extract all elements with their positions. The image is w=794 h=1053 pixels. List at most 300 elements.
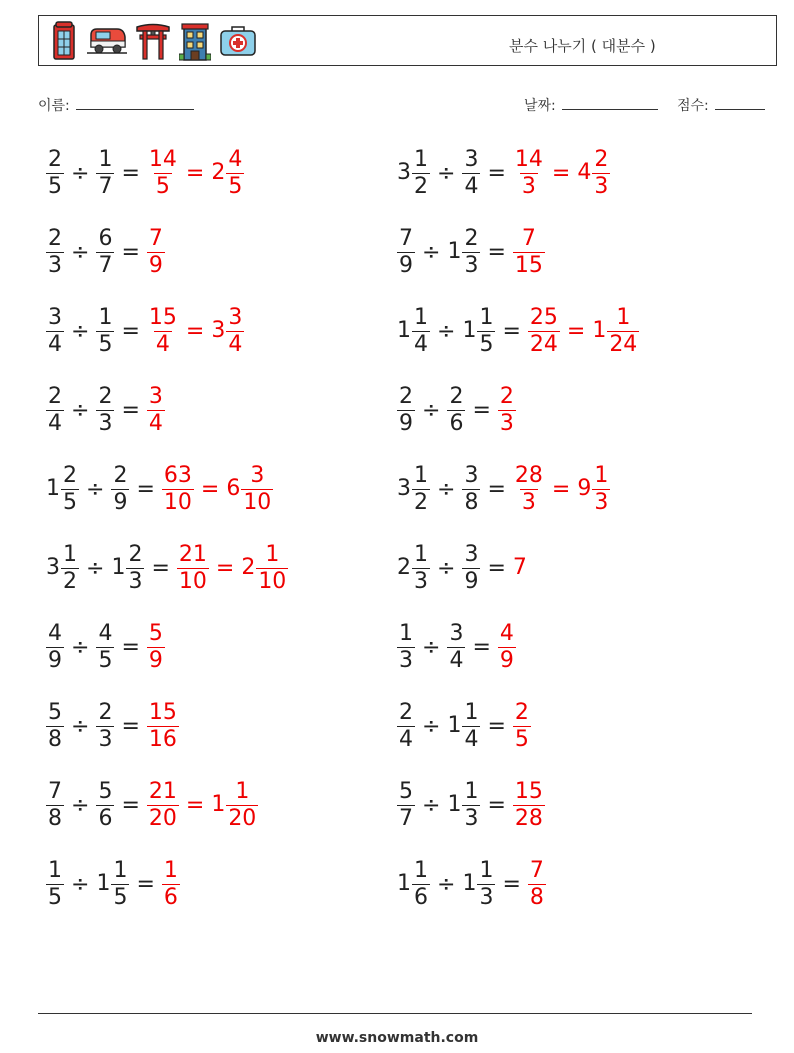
denominator: 2 [63, 568, 77, 594]
mixed-number [577, 462, 610, 515]
denominator: 6 [163, 884, 178, 910]
denominator: 3 [464, 805, 479, 831]
numerator: 2 [499, 383, 514, 409]
divide-sign: ÷ [71, 160, 90, 186]
mixed-number [46, 857, 64, 910]
whole-number: 7 [512, 555, 527, 580]
mixed-number [111, 541, 144, 594]
footer-url: www.snowmath.com [315, 1030, 479, 1046]
denominator: 8 [464, 489, 479, 515]
mixed-number [46, 383, 64, 436]
equals-sign: = [566, 318, 586, 344]
problem-row [397, 143, 610, 203]
numerator: 1 [265, 541, 280, 567]
problem-row [46, 775, 258, 835]
fraction [397, 699, 415, 752]
fraction [147, 146, 179, 199]
fraction [147, 620, 165, 673]
denominator: 3 [594, 489, 609, 515]
numerator: 2 [63, 462, 77, 488]
numerator: 2 [464, 225, 479, 251]
denominator: 9 [399, 252, 413, 278]
fraction [513, 462, 545, 515]
answer [147, 778, 258, 831]
fraction [147, 699, 179, 752]
numerator: 15 [148, 699, 177, 725]
fraction [147, 383, 165, 436]
divide-sign: ÷ [422, 239, 441, 265]
denominator: 7 [399, 805, 413, 831]
denominator: 28 [514, 805, 543, 831]
mixed-number [96, 857, 129, 910]
problem-row [397, 380, 516, 440]
divide-sign: ÷ [86, 476, 105, 502]
numerator: 2 [594, 146, 609, 172]
numerator: 2 [98, 699, 113, 725]
footer-divider [38, 1013, 752, 1014]
equals-sign: = [487, 160, 506, 186]
whole-part: 1 [462, 871, 477, 896]
problem-row [46, 538, 288, 598]
fraction [96, 699, 114, 752]
numerator: 7 [48, 778, 62, 804]
fraction [477, 857, 495, 910]
whole-part: 4 [577, 160, 592, 185]
denominator: 10 [163, 489, 192, 515]
denominator: 20 [148, 805, 177, 831]
problem-row [397, 222, 545, 282]
numerator: 2 [98, 383, 113, 409]
whole-part: 1 [462, 318, 477, 343]
fraction [462, 146, 480, 199]
denominator: 10 [178, 568, 207, 594]
whole-part: 1 [397, 871, 411, 896]
equals-sign: = [136, 871, 155, 897]
equals-sign: = [200, 476, 220, 502]
numerator: 1 [616, 304, 631, 330]
divide-sign: ÷ [422, 792, 441, 818]
answer [528, 857, 546, 910]
denominator: 4 [464, 726, 479, 752]
date-blank[interactable] [562, 95, 658, 110]
mixed-number [96, 304, 114, 357]
equals-sign: = [121, 792, 140, 818]
denominator: 5 [63, 489, 77, 515]
denominator: 15 [514, 252, 543, 278]
equals-sign: = [151, 555, 170, 581]
fraction [513, 225, 545, 278]
mixed-number [177, 541, 209, 594]
mixed-number [162, 462, 194, 515]
numerator: 3 [148, 383, 163, 409]
answer [162, 462, 273, 515]
mixed-number [397, 304, 430, 357]
mixed-number [96, 225, 114, 278]
divide-sign: ÷ [437, 476, 456, 502]
numerator: 3 [464, 541, 479, 567]
denominator: 9 [399, 410, 413, 436]
fraction [397, 778, 415, 831]
equals-sign: = [487, 239, 506, 265]
fraction [46, 304, 64, 357]
numerator: 1 [48, 857, 62, 883]
fraction [226, 778, 258, 831]
equals-sign: = [502, 871, 521, 897]
equals-sign: = [551, 160, 571, 186]
mixed-number [46, 778, 64, 831]
torii-gate-icon [135, 21, 171, 61]
numerator: 1 [98, 146, 113, 172]
denominator: 4 [228, 331, 243, 357]
mixed-number [528, 304, 560, 357]
numerator: 3 [449, 620, 464, 646]
mixed-number [211, 778, 258, 831]
answer [513, 462, 610, 515]
numerator: 1 [98, 304, 113, 330]
fraction [177, 541, 209, 594]
numerator: 4 [48, 620, 62, 646]
whole-part: 2 [241, 555, 256, 580]
denominator: 20 [228, 805, 257, 831]
numerator: 7 [529, 857, 544, 883]
equals-sign: = [487, 792, 506, 818]
mixed-number [397, 225, 415, 278]
mixed-number [513, 557, 528, 579]
denominator: 4 [464, 173, 479, 199]
numerator: 1 [464, 778, 479, 804]
fraction [462, 778, 480, 831]
equals-sign: = [472, 397, 491, 423]
denominator: 8 [48, 805, 62, 831]
fraction [96, 146, 114, 199]
fraction [96, 225, 114, 278]
denominator: 9 [48, 647, 62, 673]
score-label: 점수: [677, 98, 709, 114]
mixed-number [46, 462, 79, 515]
mixed-number [462, 462, 480, 515]
divide-sign: ÷ [422, 397, 441, 423]
mixed-number [226, 462, 273, 515]
numerator: 1 [63, 541, 77, 567]
fraction [61, 462, 79, 515]
divide-sign: ÷ [437, 555, 456, 581]
numerator: 1 [414, 462, 428, 488]
fraction [241, 462, 273, 515]
whole-part: 6 [226, 476, 241, 501]
denominator: 3 [521, 173, 536, 199]
fraction [256, 541, 288, 594]
numerator: 2 [48, 225, 62, 251]
mixed-number [462, 541, 480, 594]
whole-part: 2 [397, 555, 411, 580]
equals-sign: = [121, 239, 140, 265]
equals-sign: = [121, 160, 140, 186]
denominator: 5 [48, 884, 62, 910]
fraction [397, 225, 415, 278]
fraction [226, 304, 244, 357]
numerator: 3 [464, 462, 479, 488]
problem-row [397, 696, 531, 756]
numerator: 1 [163, 857, 178, 883]
fraction [592, 462, 610, 515]
mixed-number [447, 383, 465, 436]
fraction [528, 304, 560, 357]
numerator: 4 [499, 620, 514, 646]
divide-sign: ÷ [437, 318, 456, 344]
denominator: 3 [499, 410, 514, 436]
whole-part: 1 [111, 555, 126, 580]
numerator: 1 [479, 304, 494, 330]
mixed-number [447, 778, 480, 831]
building-icon [179, 20, 211, 62]
problem-row [397, 854, 546, 914]
date-field[interactable] [524, 95, 658, 115]
numerator: 3 [250, 462, 265, 488]
name-blank[interactable] [76, 95, 194, 110]
numerator: 15 [148, 304, 177, 330]
denominator: 4 [148, 410, 163, 436]
numerator: 2 [48, 383, 62, 409]
fraction [397, 383, 415, 436]
fraction [147, 778, 179, 831]
denominator: 10 [243, 489, 272, 515]
mixed-number [46, 225, 64, 278]
numerator: 1 [464, 699, 479, 725]
mixed-number [96, 383, 114, 436]
problem-row [46, 617, 165, 677]
divide-sign: ÷ [437, 871, 456, 897]
worksheet-header [38, 15, 777, 66]
numerator: 2 [128, 541, 143, 567]
fraction [46, 778, 64, 831]
denominator: 24 [609, 331, 638, 357]
fraction [412, 304, 430, 357]
mixed-number [397, 462, 430, 515]
numerator: 5 [48, 699, 62, 725]
denominator: 5 [113, 884, 128, 910]
denominator: 3 [98, 410, 113, 436]
problem-row [397, 538, 528, 598]
worksheet-title: 분수 나누기 ( 대분수 ) [509, 37, 656, 55]
mixed-number [513, 146, 545, 199]
mixed-number [96, 146, 114, 199]
denominator: 24 [529, 331, 558, 357]
denominator: 5 [48, 173, 62, 199]
camper-van-icon [87, 23, 127, 59]
numerator: 2 [113, 462, 128, 488]
whole-part: 3 [397, 476, 411, 501]
denominator: 8 [48, 726, 62, 752]
divide-sign: ÷ [71, 239, 90, 265]
answer [177, 541, 288, 594]
problem-row [46, 222, 165, 282]
equals-sign: = [551, 476, 571, 502]
fraction [147, 304, 179, 357]
denominator: 4 [414, 331, 428, 357]
denominator: 6 [98, 805, 113, 831]
answer [513, 699, 531, 752]
denominator: 3 [414, 568, 428, 594]
mixed-number [592, 304, 639, 357]
mixed-number [147, 304, 179, 357]
fraction [46, 146, 64, 199]
answer [147, 225, 165, 278]
fraction [447, 620, 465, 673]
numerator: 5 [148, 620, 163, 646]
mixed-number [513, 225, 545, 278]
numerator: 6 [98, 225, 113, 251]
fraction [46, 620, 64, 673]
fraction [111, 857, 129, 910]
numerator: 5 [399, 778, 413, 804]
mixed-number [447, 620, 465, 673]
problem-row [397, 301, 639, 361]
numerator: 1 [399, 620, 413, 646]
denominator: 4 [155, 331, 170, 357]
divide-sign: ÷ [71, 871, 90, 897]
first-aid-kit-icon [219, 23, 257, 59]
denominator: 3 [479, 884, 494, 910]
fraction [477, 304, 495, 357]
fraction [412, 857, 430, 910]
whole-part: 1 [46, 476, 60, 501]
mixed-number [147, 146, 179, 199]
fraction [412, 146, 430, 199]
mixed-number [147, 383, 165, 436]
whole-part: 2 [211, 160, 226, 185]
mixed-number [46, 620, 64, 673]
numerator: 1 [414, 541, 428, 567]
numerator: 7 [148, 225, 163, 251]
date-label: 날짜: [524, 98, 556, 114]
mixed-number [111, 462, 129, 515]
mixed-number [96, 620, 114, 673]
mixed-number [211, 304, 244, 357]
fraction [498, 620, 516, 673]
numerator: 2 [514, 699, 529, 725]
fraction [592, 146, 610, 199]
numerator: 28 [514, 462, 543, 488]
problem-row [397, 775, 545, 835]
denominator: 5 [514, 726, 529, 752]
divide-sign: ÷ [71, 397, 90, 423]
problem-row [46, 301, 244, 361]
mixed-number [462, 146, 480, 199]
numerator: 3 [228, 304, 243, 330]
mixed-number [96, 778, 114, 831]
fraction [412, 462, 430, 515]
mixed-number [96, 699, 114, 752]
fraction [513, 699, 531, 752]
denominator: 3 [594, 173, 609, 199]
numerator: 2 [449, 383, 464, 409]
denominator: 5 [98, 647, 113, 673]
problem-row [46, 143, 244, 203]
fraction [513, 778, 545, 831]
fraction [96, 304, 114, 357]
equals-sign: = [185, 318, 205, 344]
denominator: 2 [414, 173, 428, 199]
mixed-number [397, 699, 415, 752]
equals-sign: = [472, 634, 491, 660]
equals-sign: = [136, 476, 155, 502]
mixed-number [397, 541, 430, 594]
mixed-number [147, 699, 179, 752]
denominator: 16 [148, 726, 177, 752]
fraction [46, 857, 64, 910]
denominator: 3 [521, 489, 536, 515]
numerator: 1 [594, 462, 609, 488]
denominator: 4 [48, 410, 62, 436]
fraction [162, 462, 194, 515]
answer [513, 146, 610, 199]
denominator: 9 [464, 568, 479, 594]
problem-row [397, 617, 516, 677]
fraction [513, 146, 545, 199]
fraction [462, 699, 480, 752]
mixed-number [498, 383, 516, 436]
numerator: 1 [414, 857, 428, 883]
denominator: 3 [128, 568, 143, 594]
numerator: 4 [228, 146, 243, 172]
whole-part: 1 [592, 318, 607, 343]
score-field[interactable] [677, 95, 765, 115]
name-field[interactable] [38, 95, 194, 115]
whole-part: 3 [397, 160, 411, 185]
numerator: 3 [464, 146, 479, 172]
fraction [498, 383, 516, 436]
denominator: 9 [113, 489, 128, 515]
problem-row [46, 696, 179, 756]
mixed-number [513, 462, 545, 515]
denominator: 5 [479, 331, 494, 357]
score-blank[interactable] [715, 95, 765, 110]
fraction [447, 383, 465, 436]
fraction [147, 225, 165, 278]
numerator: 3 [48, 304, 62, 330]
fraction [162, 857, 180, 910]
divide-sign: ÷ [71, 634, 90, 660]
numerator: 1 [235, 778, 250, 804]
mixed-number [211, 146, 244, 199]
problem-row [46, 854, 180, 914]
answer [147, 620, 165, 673]
answer [147, 304, 244, 357]
numerator: 7 [399, 225, 413, 251]
numerator: 1 [414, 146, 428, 172]
fraction [528, 857, 546, 910]
equals-sign: = [121, 634, 140, 660]
fraction [61, 541, 79, 594]
mixed-number [397, 146, 430, 199]
equals-sign: = [487, 476, 506, 502]
numerator: 63 [163, 462, 192, 488]
mixed-number [241, 541, 288, 594]
problem-row [397, 459, 610, 519]
numerator: 1 [414, 304, 428, 330]
denominator: 4 [48, 331, 62, 357]
whole-part: 1 [447, 792, 462, 817]
mixed-number [513, 778, 545, 831]
denominator: 3 [399, 647, 413, 673]
numerator: 15 [514, 778, 543, 804]
numerator: 2 [399, 383, 413, 409]
denominator: 3 [464, 252, 479, 278]
mixed-number [397, 620, 415, 673]
equals-sign: = [185, 792, 205, 818]
numerator: 5 [98, 778, 113, 804]
fraction [607, 304, 639, 357]
